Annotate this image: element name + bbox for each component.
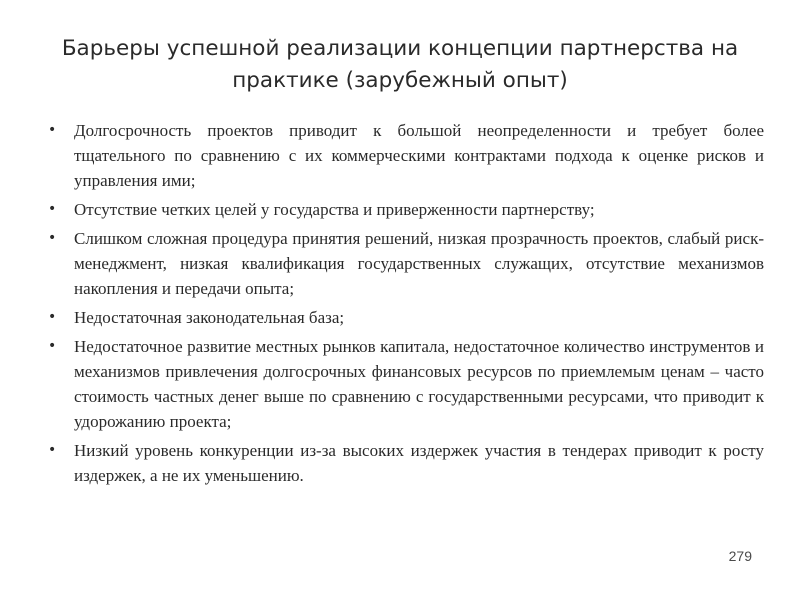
bullet-item-5 (48, 334, 764, 434)
bullet-list (48, 118, 764, 492)
bullet-text-3: Слишком сложная процедура принятия решений, низкая прозрачность проектов, слабый риск-менеджмент, низкая квалификация государственных служащих, отсутствие механизмов накопления и передачи опыта; (74, 229, 764, 298)
slide-title-line2: практике (зарубежный опыт) (232, 68, 568, 93)
bullet-item-4 (48, 305, 764, 330)
slide-title-line1: Барьеры успешной реализации концепции партнерства на (61, 36, 739, 61)
bullet-text-2: Отсутствие четких целей у государства и приверженности партнерству; (74, 200, 595, 219)
bullet-item-6 (48, 438, 764, 488)
bullet-mark: • (48, 309, 57, 325)
slide-title (40, 33, 760, 97)
bullet-text-1: Долгосрочность проектов приводит к большой неопределенности и требует более тщательного по сравнению с их коммерческими контрактами подхода к оценке рисков и управления ими; (74, 121, 764, 190)
bullet-item-1 (48, 118, 764, 193)
bullet-mark: • (48, 338, 57, 354)
bullet-text-5: Недостаточное развитие местных рынков капитала, недостаточное количество инструментов и механизмов привлечения долгосрочных финансовых ресурсов по приемлемым ценам – часто стоимость частных денег выше по сравнению с государственными ресурсами, что приводит к удорожанию проекта; (74, 337, 764, 431)
bullet-item-3 (48, 226, 764, 301)
bullet-text-6: Низкий уровень конкуренции из-за высоких издержек участия в тендерах приводит к росту издержек, а не их уменьшению. (74, 441, 764, 485)
page-number: 279 (728, 548, 752, 564)
bullet-mark: • (48, 230, 57, 246)
bullet-mark: • (48, 442, 57, 458)
bullet-item-2 (48, 197, 764, 222)
bullet-mark: • (48, 201, 57, 217)
bullet-text-4: Недостаточная законодательная база; (74, 308, 345, 327)
bullet-mark: • (48, 122, 57, 138)
